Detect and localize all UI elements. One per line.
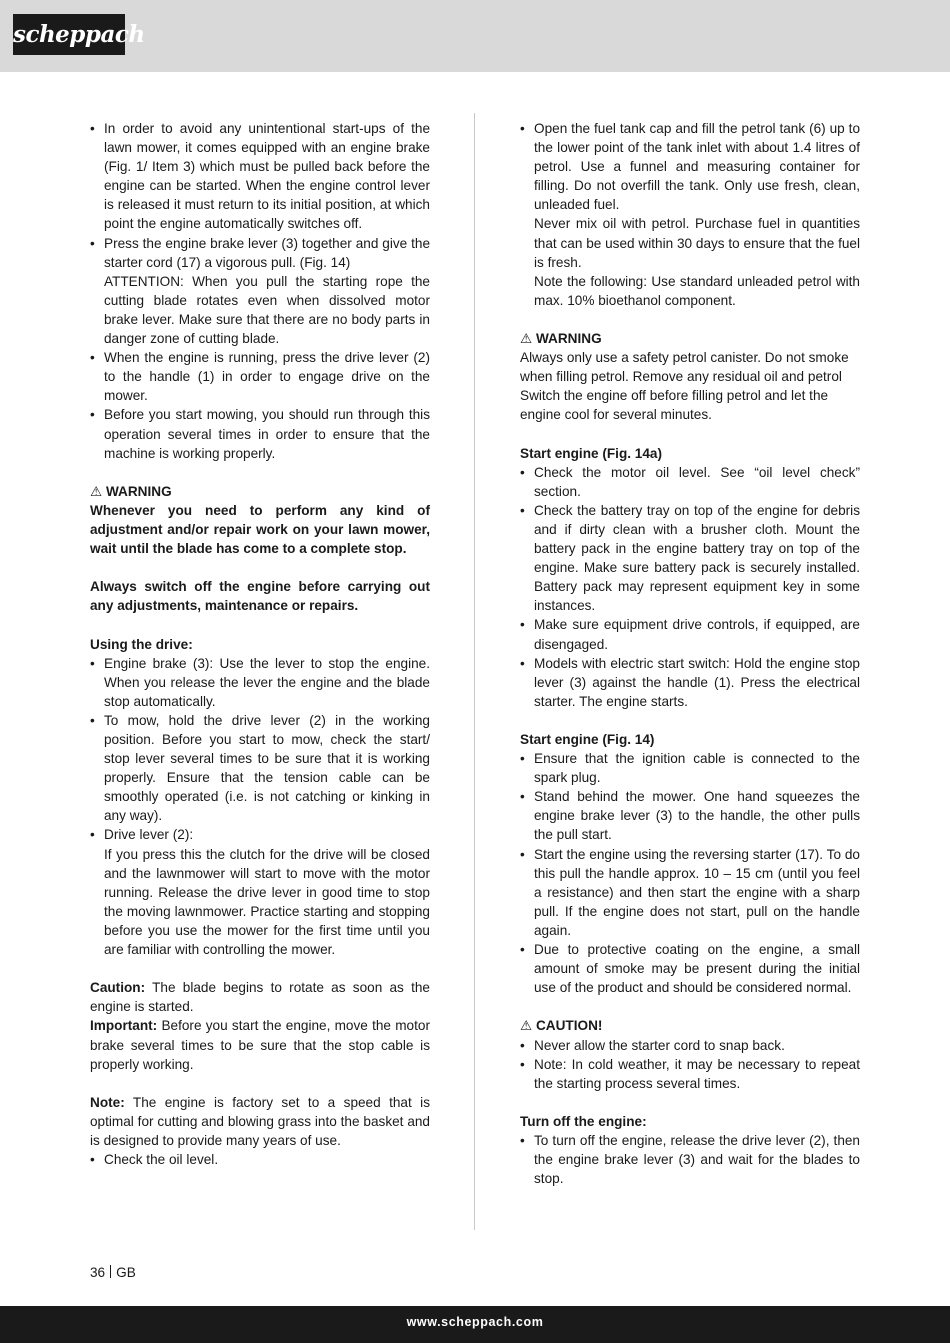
brand-logo: scheppach (13, 14, 125, 55)
list-item: • Stand behind the mower. One hand squeezes the engine brake lever (3) to the handle, the other pulls the pull start. (520, 787, 860, 844)
caution-bullets (520, 1036, 860, 1093)
list-item-text: Press the engine brake lever (3) together and give the starter cord (17) a vigorous pull. (Fig. 14) (104, 235, 430, 270)
caution-paragraph: Caution: The blade begins to rotate as soon as the engine is started. (90, 980, 430, 1015)
list-item: • To mow, hold the drive lever (2) in the working position. Before you start to mow, check the start/ stop lever several times to be sure that it is working properly. Ensure that the tension cable can be smoothly operated (i.e. is not catching or kinking in any way). (90, 711, 430, 826)
list-item: • Note: In cold weather, it may be necessary to repeat the starting process several times. (520, 1055, 860, 1093)
warning-heading: ⚠ WARNING (90, 483, 172, 499)
turnoff-bullets (520, 1131, 860, 1188)
list-item: • Check the oil level. (90, 1150, 430, 1169)
list-item: • In order to avoid any unintentional start-ups of the lawn mower, it comes equipped with an engine brake (Fig. 1/ Item 3) which must be pulled back before the engine can be started. When the engine control lever is released it must return to its initial position, at which point the engine automatically switches off. (90, 119, 430, 234)
list-item: • Open the fuel tank cap and fill the petrol tank (6) up to the lower point of the tank inlet with about 1.4 litres of petrol. Use a funnel and measuring container for filling. Do not overfill the tank. Only use fresh, clean, unleaded fuel. Never mix oil with petrol. Purchase fuel in quantities that can be used within 30 days to ensure that the fuel is fresh. Note the following: Use standard unleaded petrol with max. 10% bioethanol component. (520, 119, 860, 310)
drive-lever-text: If you press this the clutch for the drive will be closed and the lawnmower will start to move with the motor running. Release the drive lever in good time to stop the moving lawnmower. Practice starting and stopping before you use the mower for the first time until you are familiar with controlling the mower. (104, 846, 430, 958)
list-item: • Due to protective coating on the engine, a small amount of smoke may be present during the initial use of the product and should be considered normal. (520, 940, 860, 997)
drive-bullets (90, 654, 430, 960)
right-column (520, 119, 860, 1188)
list-item: • Before you start mowing, you should run through this operation several times in order to ensure that the machine is working properly. (90, 405, 430, 462)
list-item: • Ensure that the ignition cable is connected to the spark plug. (520, 749, 860, 787)
start-bullets (90, 119, 430, 463)
oil-bullets (90, 1150, 430, 1169)
column-divider (474, 113, 475, 1230)
warning-heading: ⚠ WARNING (520, 331, 602, 347)
note-paragraph: Note: The engine is factory set to a speed that is optimal for cutting and blowing grass into the basket and is designed to provide many years of use. (90, 1094, 430, 1148)
warning-icon: ⚠ (90, 483, 103, 499)
list-item: • Check the motor oil level. See “oil level check” section. (520, 463, 860, 501)
attention-text: ATTENTION: When you pull the starting rope the cutting blade rotates even when dissolved motor brake lever. Make sure that there are no body parts in danger zone of cutting blade. (104, 273, 430, 347)
turnoff-heading: Turn off the engine: (520, 1113, 647, 1129)
fuel-bullets (520, 119, 860, 310)
caution-icon: ⚠ (520, 1018, 533, 1034)
list-item: • When the engine is running, press the drive lever (2) to the handle (1) in order to engage drive on the mower. (90, 348, 430, 405)
footer-bar (0, 1306, 950, 1343)
fuel-mix-text: Never mix oil with petrol. Purchase fuel in quantities that can be used within 30 days to ensure that the fuel is fresh. (534, 216, 860, 270)
warning-text: Whenever you need to perform any kind of adjustment and/or repair work on your lawn mower, wait until the blade has come to a complete stop. (90, 502, 430, 557)
drive-heading: Using the drive: (90, 636, 193, 652)
important-paragraph: Important: Before you start the engine, move the motor brake several times to be sure that the stop cable is properly working. (90, 1018, 430, 1072)
start14-bullets (520, 749, 860, 997)
list-item: • To turn off the engine, release the drive lever (2), then the engine brake lever (3) and wait for the blades to stop. (520, 1131, 860, 1188)
list-item: • Make sure equipment drive controls, if equipped, are disengaged. (520, 615, 860, 653)
list-item: • Never allow the starter cord to snap back. (520, 1036, 860, 1055)
warning-icon: ⚠ (520, 331, 533, 347)
page-language: GB (116, 1265, 136, 1280)
list-item (90, 825, 430, 959)
list-item-text: Drive lever (2): (104, 827, 194, 843)
header-band (0, 0, 950, 72)
list-item: • Models with electric start switch: Hold the engine stop lever (3) against the handle (1). Press the electrical starter. The engine starts. (520, 654, 860, 711)
warning-text: Always only use a safety petrol canister. Do not smoke when filling petrol. Remove any residual oil and petrol Switch the engine off before filling petrol and let the engine cool for several minutes. (520, 350, 849, 423)
list-item (90, 234, 430, 349)
list-item: • Start the engine using the reversing starter (17). To do this pull the handle approx. 10 – 15 cm (until you feel a resistance) and then start the engine with a sharp pull. If the engine does not start, pull on the handle again. (520, 845, 860, 940)
switch-off-text: Always switch off the engine before carrying out any adjustments, maintenance or repairs. (90, 579, 430, 614)
page-number: 36 GB (90, 1265, 136, 1280)
left-column (90, 119, 430, 1169)
start14a-heading: Start engine (Fig. 14a) (520, 445, 663, 461)
caution-heading: ⚠ CAUTION! (520, 1018, 603, 1034)
footer-url[interactable]: www.scheppach.com (406, 1315, 544, 1329)
list-item: • Check the battery tray on top of the engine for debris and if dirty clean with a brusher cloth. Mount the battery pack in the engine battery tray on top of the engine. Make sure battery pack is securely installed. Battery pack may represent equipment key in some instances. (520, 501, 860, 616)
start14a-bullets (520, 463, 860, 711)
start14-heading: Start engine (Fig. 14) (520, 732, 655, 747)
fuel-note-text: Note the following: Use standard unleaded petrol with max. 10% bioethanol component. (534, 273, 860, 308)
list-item: • Engine brake (3): Use the lever to stop the engine. When you release the lever the engine and the blade stop automatically. (90, 654, 430, 711)
